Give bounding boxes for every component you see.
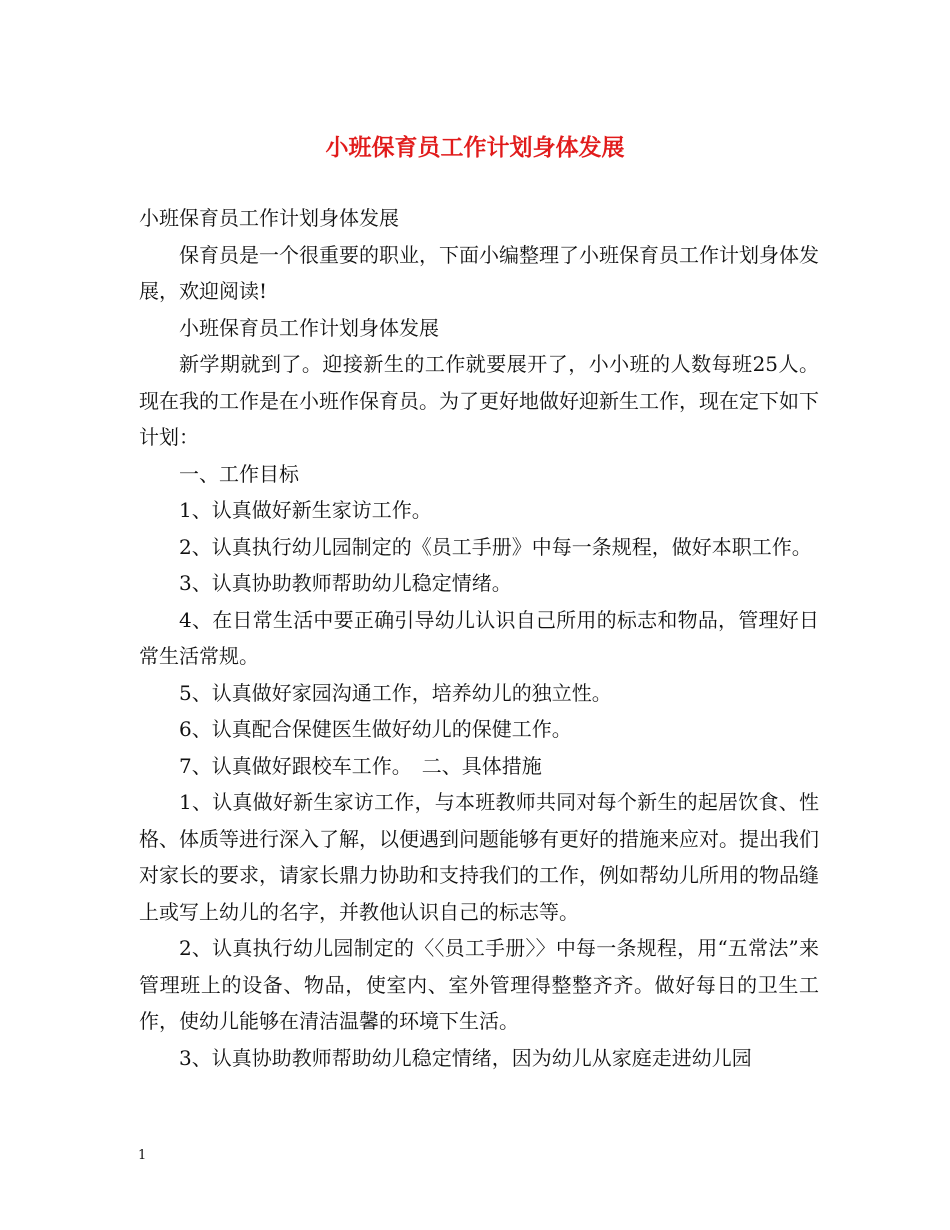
list-item: 6、认真配合保健医生做好幼儿的保健工作。 [179,717,572,741]
list-item: 2、认真执行幼儿园制定的〈〈员工手册〉〉中每一条规程，用“五常法”来管理班上的设备、物品，使室内、室外管理得整整齐齐。做好每日的卫生工作，使幼儿能够在清洁温馨的环境下生活。 [139,936,819,1033]
paragraph: 小班保育员工作计划身体发展 [139,206,399,230]
list-item: 5、认真做好家园沟通工作，培养幼儿的独立性。 [179,680,612,705]
document-title: 小班保育员工作计划身体发展 [325,135,625,161]
list-item: 7、认真做好跟校车工作。 二、具体措施 [179,753,542,778]
list-item: 1、认真做好新生家访工作，与本班教师共同对每个新生的起居饮食、性格、体质等进行深入了解，以便遇到问题能够有更好的措施来应对。提出我们对家长的要求，请家长鼎力协助和支持我们的工作，例如帮幼儿所用的物品缝上或写上幼儿的名字，并教他认识自己的标志等。 [139,790,819,924]
list-item: 3、认真协助教师帮助幼儿稳定情绪。 [179,571,512,595]
section-heading: 一、工作目标 [179,461,299,486]
page-number: 1 [138,1148,147,1163]
paragraph: 小班保育员工作计划身体发展 [179,315,439,340]
list-item: 2、认真执行幼儿园制定的《员工手册》中每一条规程，做好本职工作。 [179,534,812,559]
paragraph: 保育员是一个很重要的职业，下面小编整理了小班保育员工作计划身体发展，欢迎阅读! [139,242,819,303]
list-item: 4、在日常生活中要正确引导幼儿认识自己所用的标志和物品，管理好日常生活常规。 [139,607,819,668]
list-item: 1、认真做好新生家访工作。 [179,498,432,522]
paragraph: 新学期就到了。迎接新生的工作就要展开了，小小班的人数每班25人。现在我的工作是在小班作保育员。为了更好地做好迎新生工作，现在定下如下计划： [139,352,819,449]
document-body [139,200,819,1076]
list-item: 3、认真协助教师帮助幼儿稳定情绪，因为幼儿从家庭走进幼儿园 [179,1045,752,1070]
